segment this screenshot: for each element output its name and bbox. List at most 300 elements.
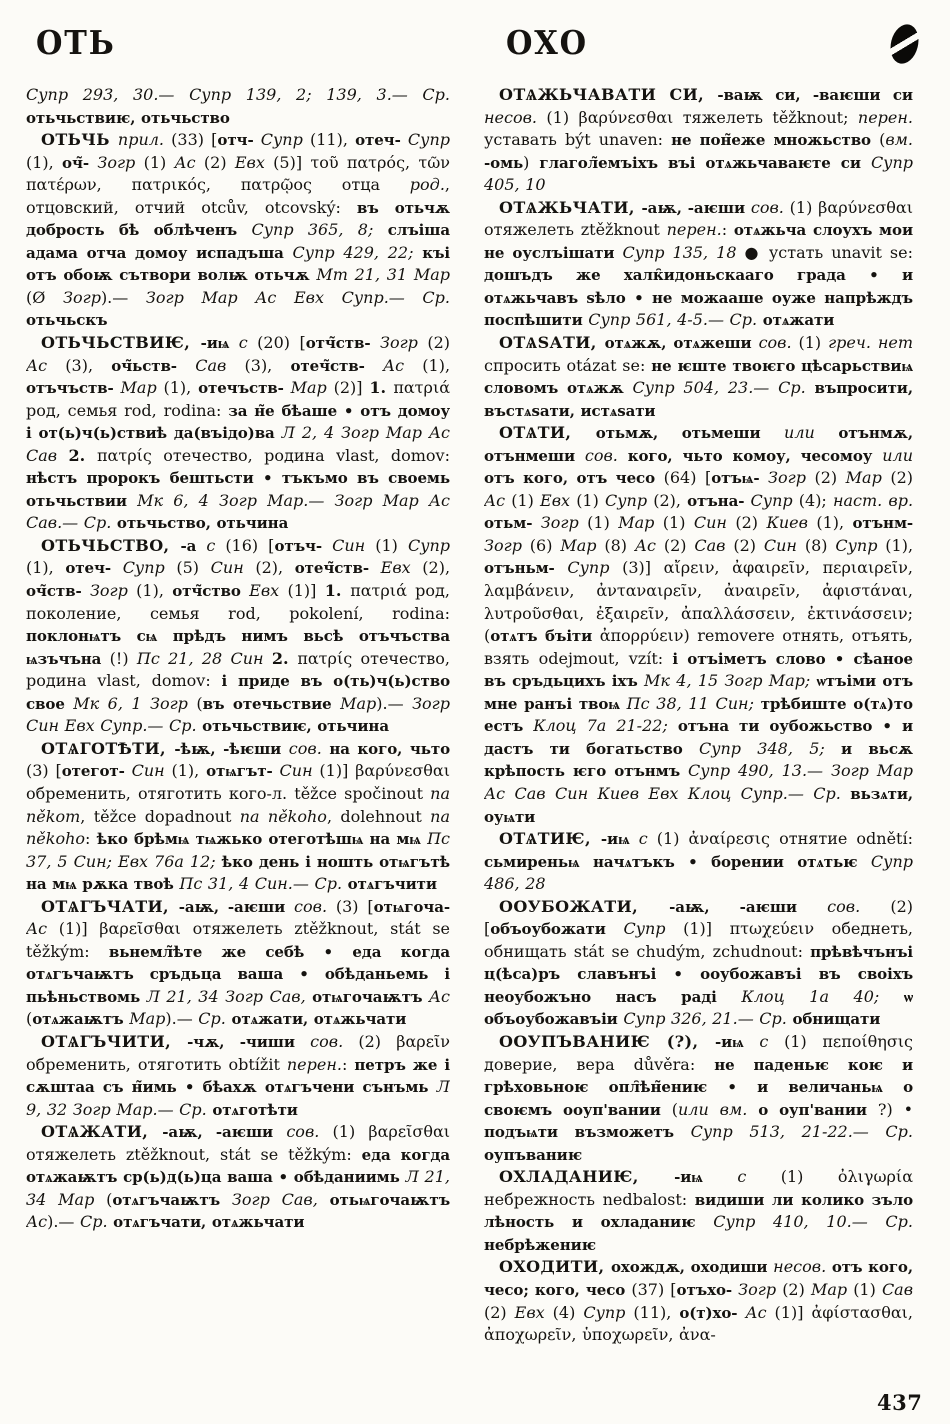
entry-text: отѧжаѭтъ: [32, 1010, 130, 1029]
headword: ОТѦЖАТИ,: [41, 1122, 163, 1142]
entry-text: -иѩ: [674, 1168, 738, 1187]
entry-text: Евх: [234, 152, 274, 172]
entry-text: отьѩгочаѭтъ: [329, 1190, 450, 1209]
entry-text: еда когда отѧжаѭтъ ср(ь)д(ь)ца ваша • обѣданиимь: [26, 1145, 450, 1187]
entry-text: Мт 21, 31 Мар: [316, 265, 450, 285]
entry-text: сов.: [827, 896, 891, 916]
entry-text: (2) βαρεῖν обременить, отяготить obtížit: [26, 1031, 450, 1074]
dictionary-entry: [26, 738, 450, 896]
entry-text: Клоц 7а 21-22;: [533, 716, 678, 736]
entry-text: Супр 486, 28: [484, 851, 913, 894]
entry-text: Супр: [260, 130, 310, 150]
entry-text: сов.: [288, 738, 330, 758]
entry-text: (1) βαρύνεσθαι отяжелеть ztěžknout: [484, 197, 913, 240]
entry-text: (2): [484, 1302, 515, 1322]
entry-text: трѣбиште о(тѧ)то естъ: [484, 694, 913, 736]
entry-text: отѧтъ бъіти: [490, 627, 600, 646]
entry-text: отч̃ств-: [305, 334, 380, 353]
entry-text: (1): [576, 490, 605, 510]
entry-text: (2),: [422, 558, 450, 578]
entry-text: ἀπορρύειν) removere отнять, отъять, взять odejmout, vzít:: [484, 626, 913, 668]
entry-text: или вм.: [677, 1099, 759, 1119]
entry-text: Супр: [122, 558, 177, 578]
entry-text: Супр: [605, 490, 654, 510]
entry-text: сов.: [286, 1122, 333, 1142]
entry-text: Ас: [174, 152, 204, 172]
entry-text: Мар: [340, 693, 377, 713]
entry-text: -иѩ: [600, 830, 639, 849]
entry-text: отъч-: [274, 536, 333, 555]
entry-text: Супр 490, 13.— Зогр Мар Ас Сав Син Киев Евх Клоц Супр.— Ср.: [484, 761, 913, 803]
entry-text: подъѩти възможетъ: [484, 1123, 691, 1142]
dictionary-entry: [26, 896, 450, 1031]
entry-text: отьмѫ, отьмеши: [595, 424, 785, 443]
entry-text: (1)] βαρεῖσθαι отяжелеть ztěžknout, stát se těžkým:: [26, 919, 450, 961]
entry-text: отъна ти оубожьство • и дастъ ти богатьство: [484, 717, 913, 758]
entry-text: na někom: [26, 783, 450, 826]
dictionary-entry: [26, 332, 450, 535]
entry-text: Ас: [26, 919, 59, 939]
entry-text: отеч̃ств-: [290, 356, 383, 375]
entry-text: (11),: [633, 1302, 680, 1322]
entry-text: перен.: [286, 1054, 342, 1074]
dictionary-entry: [484, 896, 913, 1031]
entry-text: , těžce dopadnout: [80, 806, 240, 826]
entry-text: отьчьствиѥ, отьчьство: [26, 108, 230, 127]
entry-text: (1) πεποίθησις доверие, вера důvěra:: [484, 1031, 913, 1074]
entry-text: Л 9, 32 Зогр Мар.— Ср.: [26, 1077, 450, 1119]
entry-text: (3) [: [26, 761, 62, 781]
entry-text: Л 21, 34 Зогр Сав,: [146, 986, 313, 1006]
entry-text: (3),: [244, 355, 291, 375]
entry-text: (2) [: [484, 896, 913, 939]
entry-text: дошъдъ же халк̑идоньскааго града • и отѧжьчавъ ѕѣло • не можааше оуже напрѣждъ поспѣшити: [484, 266, 913, 330]
entry-text: (2)]: [333, 378, 370, 398]
entry-text: Супр: [407, 130, 450, 150]
dictionary-entry: [484, 1256, 913, 1346]
entry-text: Ас: [26, 355, 66, 375]
entry-text: (5)] τοῦ πατρός, τῶν πατέρων, πατρικός, πατρῷος отца: [26, 152, 450, 195]
entry-text: Син: [693, 513, 736, 533]
dictionary-entry: [484, 84, 913, 197]
entry-text: род.: [409, 175, 445, 195]
dictionary-entry: [484, 422, 913, 828]
entry-text: (2): [814, 468, 846, 488]
entry-text: и вьсѫ крѣпость ѥго отънмъ: [484, 739, 913, 781]
entry-text: с: [238, 333, 258, 353]
entry-text: перен.: [857, 107, 913, 127]
entry-text: Супр 326, 21.— Ср.: [623, 1009, 793, 1029]
entry-text: с: [638, 829, 657, 849]
entry-text: (1): [375, 535, 408, 555]
running-head-right: ОХО: [506, 23, 588, 62]
entry-text: (1),: [163, 378, 199, 398]
entry-text: (1),: [26, 152, 63, 172]
dictionary-entry: [26, 129, 450, 332]
entry-text: сов.: [310, 1031, 359, 1051]
entry-text: Мар: [129, 1009, 166, 1029]
entry-text: Супр 293, 30.— Супр 139, 2; 139, 3.— Ср.: [26, 85, 450, 104]
entry-text: (4);: [798, 490, 833, 510]
entry-text: Зогр Мар Ас Евх Супр.— Ср.: [145, 287, 450, 307]
entry-text: Супр 410, 10.— Ср.: [713, 1212, 913, 1232]
entry-text: Зогр Сав,: [231, 1189, 330, 1209]
entry-text: (2): [427, 333, 450, 353]
entry-text: Мар: [810, 1279, 854, 1299]
entry-text: прил.: [117, 130, 172, 150]
entry-text: Син: [131, 761, 172, 781]
entry-text: Супр: [623, 919, 684, 939]
entry-text: і приде въ о(ть)ч(ь)ство свое: [26, 672, 450, 713]
entry-text: сов.: [758, 333, 799, 353]
dictionary-entry: [484, 1031, 913, 1166]
entry-text: 1.: [324, 581, 351, 601]
entry-text: спросить otázat se:: [484, 355, 652, 375]
entry-text: -аѭ, -аѥши: [669, 897, 828, 916]
entry-text: ).—: [47, 1212, 80, 1232]
entry-text: отьм-: [484, 514, 541, 533]
entry-text: na někoho: [239, 806, 327, 826]
entry-text: (1) ἀναίρεσις отнятие odnětí:: [656, 829, 913, 849]
entry-text: Евх: [249, 581, 288, 601]
entry-text: видиши ли колико зъло лѣность и охладаниѥ: [484, 1190, 913, 1232]
headword: ОТѦГОТѢТИ,: [41, 738, 175, 758]
entry-text: (1),: [26, 558, 66, 578]
entry-text: Пс 38, 11 Син;: [626, 693, 761, 713]
entry-text: (1): [511, 490, 541, 510]
entry-text: Зогр: [97, 152, 144, 172]
headword: ООУПЪВАНИѤ (?),: [499, 1031, 715, 1051]
entry-text: αἴρειν, ἀφαιρεῖν, περιαιρεῖν, λαμβάνειν, ἀνταναιρεῖν, ἀναιρεῖν, ἀφιστάναι, λυτροῦσθαι, ἐξαιρεῖν, ἀπαλλάσσειν, ἐκτινάσσειν; (: [484, 558, 913, 646]
entry-text: отѧгъчати, отѧжьчати: [113, 1213, 305, 1232]
entry-text: Сав: [881, 1279, 913, 1299]
entry-text: Киев: [766, 513, 817, 533]
entry-text: Зогр: [738, 1279, 783, 1299]
entry-text: Мар: [560, 535, 605, 555]
entry-text: перен.: [666, 220, 722, 240]
entry-text: (3) [: [335, 896, 374, 916]
entry-text: вьзѧти, оуѩти: [484, 784, 913, 826]
entry-text: отч̃ство: [172, 582, 250, 601]
dictionary-entry: [26, 84, 450, 129]
entry-text: :: [85, 829, 97, 849]
entry-text: (1),: [422, 355, 450, 375]
entry-text: Мар: [290, 378, 334, 398]
entry-text: 1.: [369, 378, 394, 398]
entry-text: (2): [782, 1279, 811, 1299]
entry-text: оч̃ьств-: [111, 356, 196, 375]
entry-text: βαρύνεσθαι обременить, отяготить кого-л. těžce spočinout: [26, 761, 450, 803]
entry-text: Зогр: [540, 513, 588, 533]
entry-text: πατρίς отечество, родина vlast, domov:: [26, 648, 450, 691]
entry-text: вьнемл̃ѣте же себѣ • еда когда отѧгъчаѭтъ сръдьца ваша • обѣданьемь і пьѣньствомь: [26, 942, 450, 1006]
page-number: 437: [877, 1390, 923, 1415]
entry-text: наст. вр.: [832, 490, 913, 510]
entry-text: (!): [109, 648, 137, 668]
entry-text: (Ø: [26, 287, 63, 307]
entry-text: Мар: [618, 513, 663, 533]
entry-text: Пс 37, 5 Син; Евх 76а 12;: [26, 829, 450, 871]
headword: ОТѦГЪЧАТИ,: [41, 896, 179, 916]
entry-text: отъхо-: [676, 1280, 739, 1299]
entry-text: Супр: [407, 535, 450, 555]
entry-text: (2): [733, 535, 764, 555]
entry-text: (1): [853, 1279, 882, 1299]
entry-text: Зогр: [63, 287, 101, 307]
entry-text: отънм-: [852, 514, 913, 533]
entry-text: Супр 135, 18: [622, 242, 745, 262]
entry-text: Супр: [583, 1302, 634, 1322]
entry-text: -иѩ: [200, 334, 239, 353]
headword: ОТѦЅАТИ,: [499, 333, 605, 353]
entry-text: оч̃ств-: [26, 582, 90, 601]
entry-text: несов.: [773, 1257, 832, 1277]
entry-text: na někoho: [26, 806, 450, 849]
entry-text: отъ кого, чесо; кого, чесо: [484, 1258, 913, 1299]
entry-text: о оуп'вании: [758, 1100, 878, 1119]
entry-text: -аѭ, -аѥши: [641, 198, 751, 217]
entry-text: къі отъ обоѭ сътвори волѭ отьчѫ: [26, 243, 450, 285]
entry-text: (37) [: [631, 1279, 677, 1299]
entry-text: Ас: [484, 490, 512, 510]
entry-text: -ѣѭ, -ѣѥши: [174, 739, 289, 758]
entry-text: отьчьствиѥ, отьчина: [202, 717, 389, 736]
entry-text: Супр: [750, 490, 799, 510]
entry-text: отъна-: [687, 491, 751, 510]
entry-text: не паденьѥ коѥ и грѣховьноѥ опл̑ѣн̃ениѥ • и величаньѩ о своѥмъ ооуп'вании: [484, 1055, 913, 1119]
entry-text: Супр: [835, 535, 886, 555]
entry-text: Пс 21, 28 Син: [136, 648, 272, 668]
entry-text: ● устать unavit se:: [744, 242, 913, 262]
entry-text: Мар: [845, 468, 891, 488]
entry-text: или: [784, 423, 839, 443]
dictionary-entry: [484, 332, 913, 422]
entry-text: не пон̃еже множьство: [671, 131, 880, 150]
entry-text: Сав: [694, 535, 734, 555]
entry-text: (1)]: [319, 761, 356, 781]
entry-text: , отцовский, отчий otcův, otcovský:: [26, 175, 450, 217]
entry-text: (1),: [171, 761, 207, 781]
entry-text: (1),: [885, 535, 913, 555]
entry-text: отѧжати: [762, 311, 835, 330]
entry-text: Ас: [383, 355, 423, 375]
entry-text: (1): [143, 152, 175, 172]
entry-text: отч-: [217, 131, 261, 150]
entry-text: слъіша адама отча домоу испадъша: [26, 221, 450, 262]
entry-text: Евх: [540, 490, 577, 510]
entry-text: Зогр: [768, 468, 815, 488]
entry-text: оупъваниѥ: [484, 1145, 583, 1164]
entry-text: отѧгъчаѭтъ: [112, 1190, 232, 1209]
entry-text: ).—: [165, 1009, 199, 1029]
entry-text: отегот-: [61, 762, 132, 781]
entry-text: (2),: [653, 490, 688, 510]
entry-text: или: [882, 445, 913, 465]
entry-text: сов.: [750, 197, 790, 217]
entry-text: Зогр: [484, 535, 530, 555]
entry-text: (1)]: [287, 581, 325, 601]
entry-text: (2): [203, 152, 235, 172]
entry-text: въпросити, въстѧѕати, истѧѕати: [484, 379, 913, 420]
entry-text: ): [523, 152, 540, 172]
entry-text: Зогр: [89, 581, 137, 601]
headword: ОТѦЖЬЧАВАТИ СИ,: [499, 85, 718, 104]
entry-text: (16) [: [225, 535, 275, 555]
entry-text: (: [26, 1009, 33, 1029]
entry-text: (8): [804, 535, 836, 555]
entry-text: Супр 513, 21-22.— Ср.: [690, 1122, 913, 1142]
entry-text: нѣстъ пророкъ бештьсти • тъкъмо въ своемь отьчьствии: [26, 469, 450, 510]
entry-text: отѩгът-: [206, 762, 280, 781]
entry-text: Ас: [428, 986, 450, 1006]
entry-text: (1): [798, 333, 829, 353]
entry-text: отъньм-: [484, 559, 568, 578]
entry-text: (11),: [310, 130, 356, 150]
entry-text: πατρίς отечество, родина vlast, domov:: [97, 445, 450, 465]
entry-text: (: [196, 693, 203, 713]
entry-text: сов.: [294, 896, 336, 916]
entry-text: отѧжьча слоухъ мои не оуслъішати: [484, 221, 913, 262]
entry-text: отъчъств-: [26, 379, 121, 398]
entry-text: Супр 429, 22;: [292, 242, 423, 262]
dictionary-entry: [484, 197, 913, 332]
entry-text: (4): [552, 1302, 584, 1322]
dictionary-entry: [484, 1166, 913, 1256]
headword: ООУБОЖАТИ,: [499, 896, 670, 916]
entry-text: Мк 6, 1 Зогр: [73, 693, 197, 713]
entry-text: ).—: [100, 287, 146, 307]
entry-text: (2): [663, 535, 695, 555]
entry-text: небрѣжениѥ: [484, 1235, 597, 1254]
entry-text: въ отечьствие: [202, 694, 341, 713]
entry-text: (1) βαρεῖσθαι отяжелеть ztěžknout, stát se těžkým:: [26, 1122, 450, 1164]
entry-text: отѧжѫ, отѧжеши: [604, 334, 759, 353]
entry-text: отеч-: [65, 559, 123, 578]
entry-text: Син: [279, 761, 320, 781]
entry-text: Евх: [514, 1302, 553, 1322]
entry-text: отѩгочаѭтъ: [312, 987, 429, 1006]
entry-text: :: [341, 1054, 355, 1074]
entry-text: отьчьскъ: [26, 311, 108, 330]
entry-text: (2): [890, 468, 913, 488]
entry-text: (1) βαρύνεσθαι тяжелеть těžknout;: [546, 107, 858, 127]
entry-text: Ср.: [198, 1009, 232, 1029]
entry-text: (3),: [65, 355, 112, 375]
entry-text: с: [206, 535, 226, 555]
entry-text: въ отьчѫ добрость бѣ облѣченъ: [26, 198, 450, 240]
entry-text: Ас: [634, 535, 664, 555]
entry-text: Супр: [567, 558, 623, 578]
entry-text: отънмѫ, отънмеши: [484, 424, 913, 465]
entry-text: отьчьство, отьчина: [116, 514, 289, 533]
entry-text: поклонѩтъ сѩ прѣдъ нимъ вьсѣ отъчъства ѩзъчъна: [26, 627, 450, 668]
headword: ОХЛАДАНИѤ,: [499, 1167, 675, 1187]
entry-text: Мар: [120, 378, 164, 398]
entry-text: отѩгоча-: [373, 897, 450, 916]
entry-text: уставать být unaven:: [484, 130, 672, 150]
headword: ОТЬЧЬСТВИѤ,: [41, 333, 201, 353]
entry-text: Син: [210, 558, 256, 578]
entry-text: (1)]: [774, 1302, 812, 1322]
dictionary-entry: [26, 1121, 450, 1234]
left-column: [26, 84, 450, 1392]
entry-text: -аѭ, -аѥши: [178, 897, 295, 916]
entry-text: (8): [604, 535, 635, 555]
entry-text: греч. нет: [828, 333, 913, 353]
entry-text: оч̃-: [62, 153, 98, 172]
entry-text: 2.: [68, 445, 98, 465]
entry-text: Л 2, 4 Зогр Мар Ас Сав: [26, 423, 450, 465]
entry-text: Супр 504, 23.— Ср.: [632, 378, 815, 398]
entry-text: ).—: [376, 693, 413, 713]
entry-text: отечъств-: [198, 379, 291, 398]
running-head-left: ОТЬ: [36, 23, 116, 62]
entry-text: (1),: [136, 581, 173, 601]
entry-text: Пс 31, 4 Син.— Ср.: [179, 874, 348, 894]
entry-text: (: [106, 1189, 113, 1209]
entry-text: (3)]: [622, 558, 664, 578]
entry-text: -а: [180, 536, 207, 555]
entry-text: (1) ὀλιγωρία небрежность nedbalost:: [484, 1167, 913, 1209]
entry-text: Евх: [380, 558, 423, 578]
entry-text: Супр 405, 10: [484, 152, 913, 195]
dictionary-entry: [484, 828, 913, 896]
entry-text: Син: [332, 535, 376, 555]
entry-text: -омь: [484, 153, 524, 172]
entry-text: (2),: [255, 558, 295, 578]
entry-text: за н̃е бѣаше • отъ домоу і от(ь)ч(ь)ствиѣ да(въідо)ва: [26, 401, 450, 443]
entry-text: Супр 348, 5;: [698, 738, 842, 758]
entry-text: ѡтъіми отъ мне ранъі твоѩ: [484, 672, 913, 713]
entry-text: не ѥште твоѥго цѣсарьствиѩ словомъ отѧжѫ: [484, 356, 913, 398]
entry-text: отеч̃ств-: [294, 559, 381, 578]
headword: ОТѦТИ,: [499, 423, 596, 443]
entry-text: Ср.: [80, 1212, 114, 1232]
headword: ОХОДИТИ,: [499, 1257, 611, 1277]
dictionary-entry: [26, 535, 450, 738]
entry-text: петръ же і сѫштаа съ н̃имь • бѣахѫ отѧгъчени сънъмь: [26, 1055, 450, 1097]
entry-text: Сав: [195, 355, 245, 375]
entry-text: сов.: [584, 445, 628, 465]
entry-text: πατριά род, поколение, семья rod, pokolení, rodina:: [26, 581, 450, 623]
entry-text: ѣко брѣмѩ тѩжько отеготѣшѩ на мѩ: [96, 830, 428, 849]
entry-text: глагол̃емъіхъ въі отѧжьчаваѥте си: [539, 153, 871, 172]
entry-text: Син: [763, 535, 805, 555]
section-letter-ornament-o: [887, 21, 923, 66]
entry-text: ѣко день і ношть отѩгътѣ на мѩ рѫка твоѣ: [26, 852, 450, 894]
entry-text: вм.: [885, 130, 913, 150]
entry-text: отѧготѣти: [212, 1100, 298, 1119]
entry-text: прѣвѣчънъі ц(ѣса)ръ славънъі • ооубожавъі въ своіхъ неоубожъно насъ раді: [484, 942, 913, 1006]
entry-text: несов.: [484, 107, 547, 127]
entry-text: -иѩ: [714, 1032, 760, 1051]
headword: ОТѦГЪЧИТИ,: [41, 1031, 188, 1051]
headword: ОТѦЖЬЧАТИ,: [499, 197, 642, 217]
right-column: [484, 84, 913, 1392]
entry-text: Супр 561, 4-5.— Ср.: [588, 310, 763, 330]
entry-text: -аѭ, -аѥши: [162, 1123, 287, 1142]
entry-text: :: [721, 220, 734, 240]
entry-text: і отъіметъ слово • сѣаное въ сръдьцихъ іхъ: [484, 649, 913, 691]
entry-text: Ас: [745, 1302, 775, 1322]
entry-text: отеч-: [355, 131, 408, 150]
entry-text: 2.: [271, 648, 298, 668]
entry-text: (64) [: [663, 468, 712, 488]
entry-text: Ас: [26, 1212, 48, 1232]
entry-text: ѡ объоубожавъіи: [484, 987, 913, 1029]
entry-text: πατριά род, семья rod, rodina:: [26, 378, 450, 420]
entry-text: Мк 4, 15 Зогр Мар;: [644, 671, 817, 691]
